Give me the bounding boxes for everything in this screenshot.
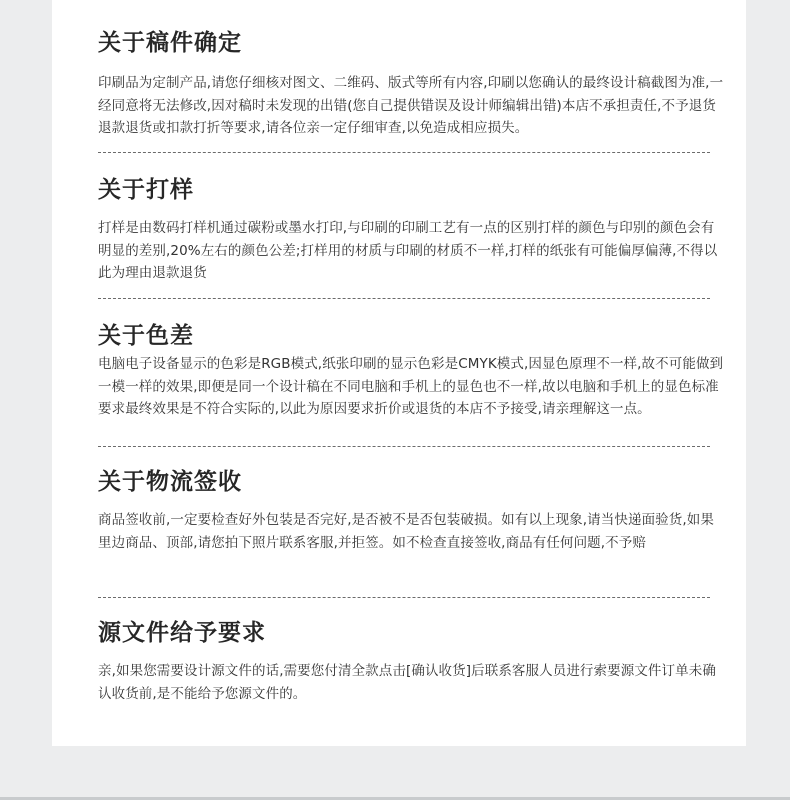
section-color-difference	[98, 321, 726, 421]
section-logistics-signoff	[98, 467, 726, 554]
section-title: 关于稿件确定	[98, 30, 242, 56]
dashed-divider	[98, 298, 710, 299]
section-source-files	[98, 618, 726, 705]
section-title: 关于打样	[98, 177, 194, 203]
section-title: 关于色差	[98, 323, 194, 349]
section-title: 关于物流签收	[98, 469, 242, 495]
dashed-divider	[98, 446, 710, 447]
section-body: 打样是由数码打样机通过碳粉或墨水打印,与印刷的印刷工艺有一点的区别打样的颜色与印别的颜色会有明显的差别,20%左右的颜色公差;打样用的材质与印刷的材质不一样,打样的纸张有可能偏厚偏薄,不得以此为理由退款退货	[98, 220, 718, 281]
section-manuscript-confirmation	[98, 28, 726, 140]
section-proofing	[98, 175, 726, 285]
dashed-divider	[98, 152, 710, 153]
section-body: 电脑电子设备显示的色彩是RGB模式,纸张印刷的显示色彩是CMYK模式,因显色原理不一样,故不可能做到一模一样的效果,即便是同一个设计稿在不同电脑和手机上的显色也不一样,故以电脑和手机上的显色标准要求最终效果是不符合实际的,以此为原因要求折价或退货的本店不予接受,请亲理解这一点。	[98, 356, 724, 417]
section-body: 亲,如果您需要设计源文件的话,需要您付清全款点击[确认收货]后联系客服人员进行索要源文件订单未确认收货前,是不能给予您源文件的。	[98, 663, 716, 702]
notice-card	[52, 0, 746, 746]
dashed-divider	[98, 597, 710, 598]
section-body: 商品签收前,一定要检查好外包装是否完好,是否被不是否包装破损。如有以上现象,请当快递面验货,如果里边商品、顶部,请您拍下照片联系客服,并拒签。如不检查直接签收,商品有任何问题,不予赔	[98, 512, 714, 551]
section-title: 源文件给予要求	[98, 620, 266, 646]
section-body: 印刷品为定制产品,请您仔细核对图文、二维码、版式等所有内容,印刷以您确认的最终设计稿截图为准,一经同意将无法修改,因对稿时未发现的出错(您自己提供错误及设计师编辑出错)本店不承担责任,不予退货退款退货或扣款打折等要求,请各位亲一定仔细审查,以免造成相应损失。	[98, 75, 724, 136]
